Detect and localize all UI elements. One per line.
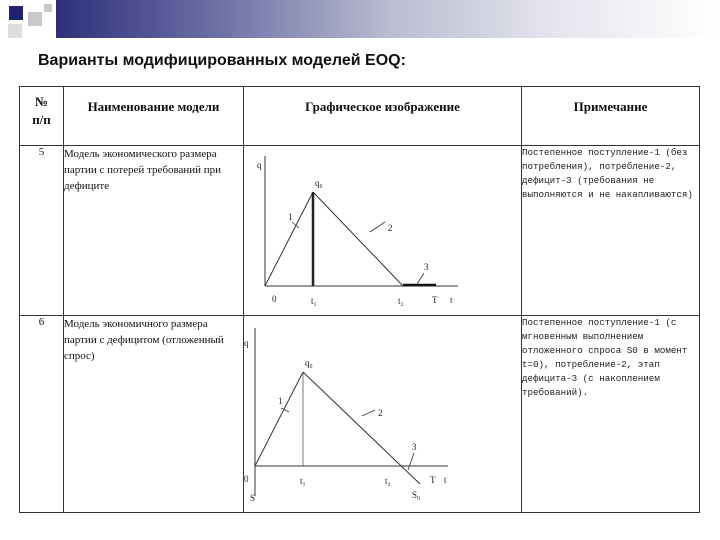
corner-square-navy: [9, 6, 23, 20]
label-T: T: [430, 475, 436, 485]
label-t1: t₁: [300, 476, 306, 486]
label-t: t: [450, 295, 453, 305]
label-t1: t₁: [311, 296, 317, 306]
pointer-2: [370, 222, 385, 232]
label-seg2: 2: [388, 223, 393, 233]
eoq-graph-lost-sales: [244, 146, 522, 315]
pointer-2: [362, 410, 375, 416]
header-graphic: Графическое изображение: [244, 87, 522, 146]
header-gradient-bar: [56, 0, 720, 38]
pointer-3: [408, 453, 414, 470]
label-S0: S₀: [412, 490, 421, 500]
row-model-name: Модель экономичного размера партии с дефицитом (отложенный спрос): [64, 316, 244, 513]
row-number: 6: [20, 316, 64, 513]
header-note: Примечание: [522, 87, 700, 146]
segment-1-line: [265, 192, 313, 286]
label-t2: t₂: [385, 476, 391, 486]
corner-square-light: [8, 24, 22, 38]
header-number: [20, 87, 64, 146]
label-q0: q₀: [305, 358, 313, 368]
label-q: q: [244, 338, 249, 348]
label-S: S: [250, 493, 256, 503]
row-graphic: [244, 316, 522, 513]
eoq-models-table: [19, 86, 700, 513]
table-header-row: [20, 87, 700, 146]
label-seg3: 3: [412, 442, 417, 452]
segment-2-line: [303, 372, 420, 484]
row-number: 5: [20, 146, 64, 316]
label-origin: 0: [272, 294, 277, 304]
header-number-line2: п/п: [32, 112, 51, 127]
segment-1-line: [255, 372, 303, 466]
header-model-name: Наименование модели: [64, 87, 244, 146]
label-q0: q₀: [315, 178, 323, 188]
eoq-graph-backorder: [244, 316, 522, 512]
label-seg2: 2: [378, 408, 383, 418]
table-row: [20, 316, 700, 513]
row-note: Постепенное поступление-1 (с мгновенным выполнением отложенного спроса S0 в момент t=0), потребление-2, этап дефицита-3 (с накоплением требований).: [522, 316, 700, 513]
label-seg1: 1: [278, 396, 283, 406]
slide-title: Варианты модифицированных моделей EOQ:: [38, 52, 406, 69]
label-origin: 0: [244, 474, 249, 484]
corner-square-small: [44, 4, 52, 12]
label-seg3: 3: [424, 262, 429, 272]
row-model-name: Модель экономического размера партии с потерей требований при дефиците: [64, 146, 244, 316]
label-t: t: [444, 475, 447, 485]
label-q: q: [257, 160, 262, 170]
label-T: T: [432, 295, 438, 305]
row-note: Постепенное поступление-1 (без потребления), потребление-2, дефицит-3 (требования не выполняются и не накапливаются): [522, 146, 700, 316]
label-t2: t₂: [398, 296, 404, 306]
label-seg1: 1: [288, 212, 293, 222]
table-row: [20, 146, 700, 316]
header-number-line1: №: [34, 94, 49, 109]
segment-2-line: [313, 192, 403, 286]
row-graphic: [244, 146, 522, 316]
pointer-3: [417, 273, 424, 284]
pointer-1: [281, 408, 289, 412]
corner-square-grey: [28, 12, 42, 26]
